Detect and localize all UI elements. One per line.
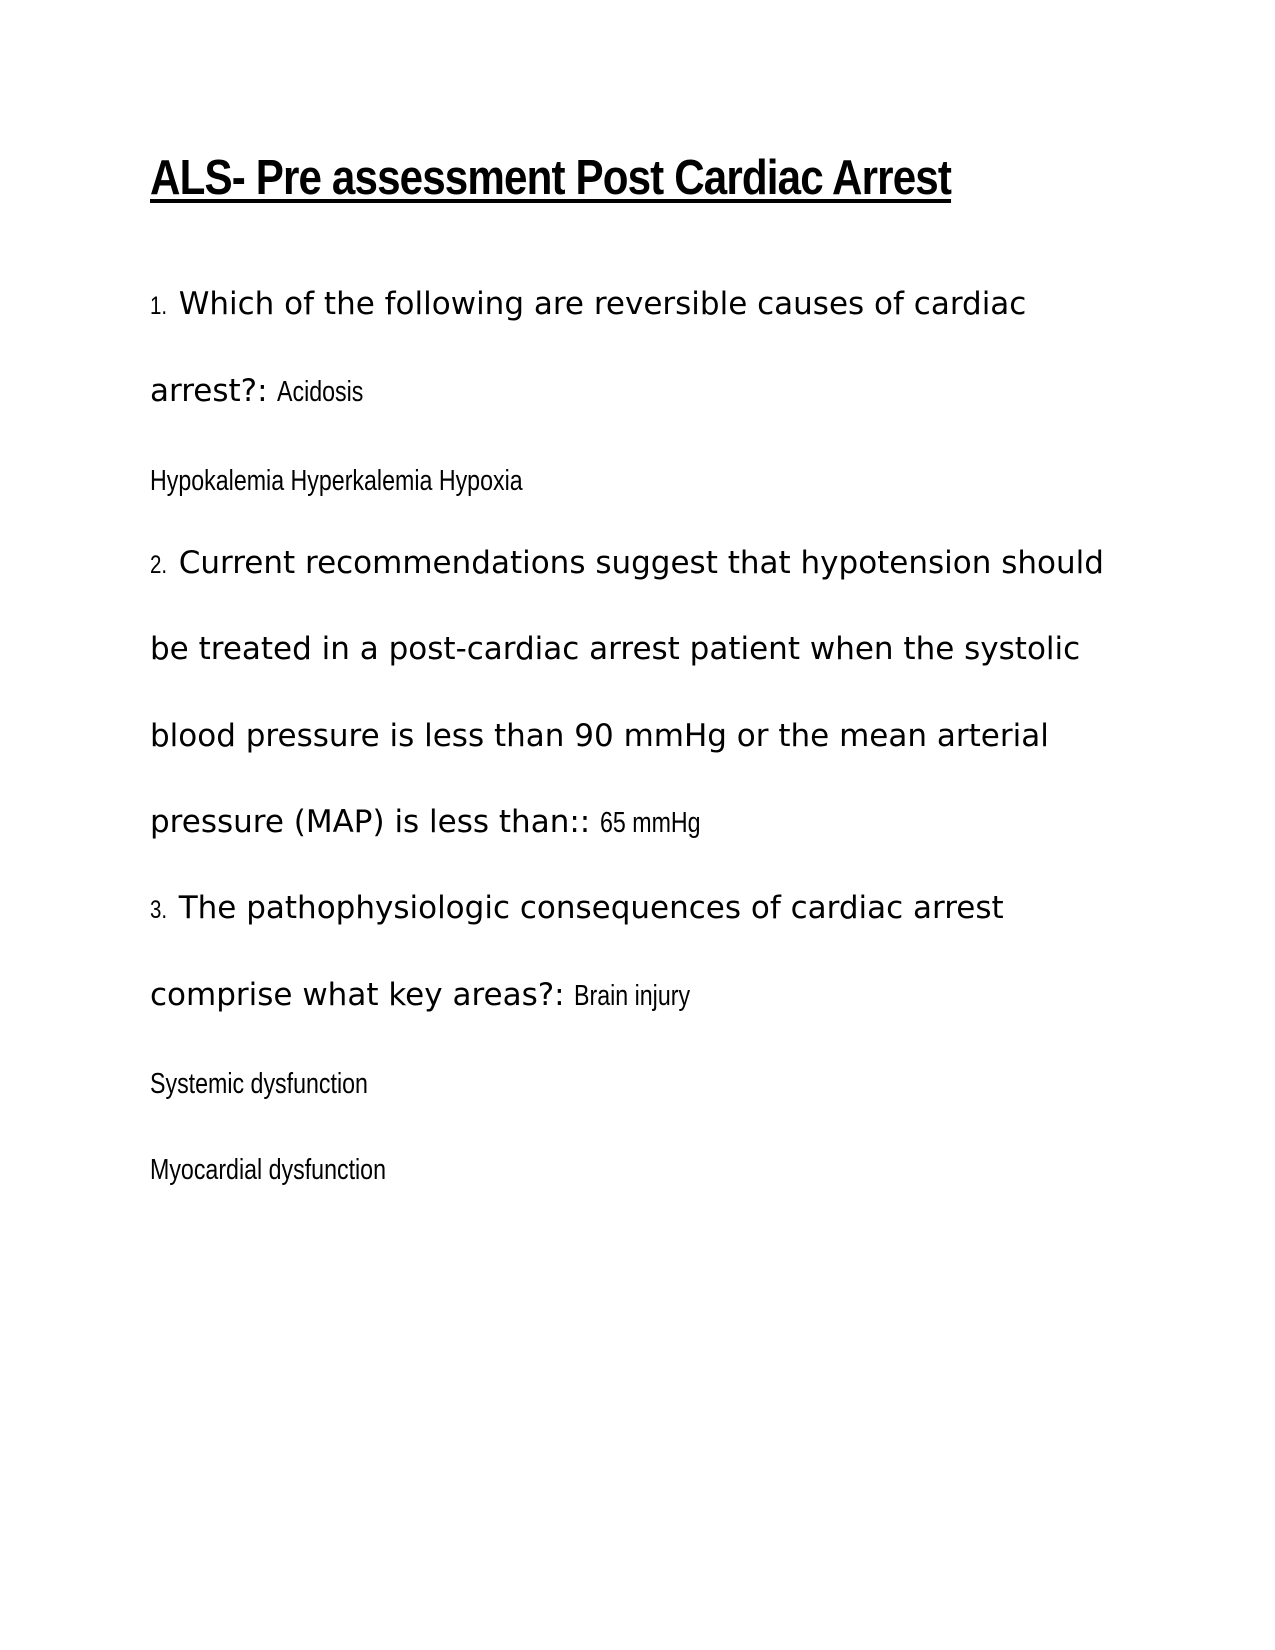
question-text: The pathophysiologic consequences of cardiac arrest xyxy=(178,890,1004,926)
question-text: Which of the following are reversible causes of cardiac xyxy=(178,286,1027,322)
answer-line: Systemic dysfunction xyxy=(150,1068,368,1100)
question-text: comprise what key areas?: xyxy=(150,977,565,1013)
answer-line: Hypokalemia Hyperkalemia Hypoxia xyxy=(150,465,523,497)
answer-text: Acidosis xyxy=(277,376,364,408)
question-3-line-1 xyxy=(150,886,1004,932)
question-number: 1. xyxy=(150,292,168,320)
question-number: 2. xyxy=(150,551,168,579)
question-2-line-4 xyxy=(150,800,726,845)
question-text: pressure (MAP) is less than:: xyxy=(150,804,591,840)
question-2-line-3 xyxy=(150,714,1049,758)
question-3-line-2 xyxy=(150,973,720,1018)
question-1-line-1 xyxy=(150,282,1026,328)
answer-text: Brain injury xyxy=(574,980,691,1012)
question-2-line-1 xyxy=(150,541,1104,587)
question-text: blood pressure is less than 90 mmHg or the mean arterial xyxy=(150,718,1049,754)
question-2-line-2 xyxy=(150,627,1080,671)
document-title: ALS- Pre assessment Post Cardiac Arrest xyxy=(150,151,952,205)
question-1-line-2 xyxy=(150,369,385,414)
question-text: Current recommendations suggest that hypotension should xyxy=(178,545,1104,581)
answer-line: Myocardial dysfunction xyxy=(150,1154,386,1186)
question-text: be treated in a post-cardiac arrest patient when the systolic xyxy=(150,631,1081,667)
question-text: arrest?: xyxy=(150,373,268,409)
question-number: 3. xyxy=(150,896,168,924)
answer-text: 65 mmHg xyxy=(600,807,701,839)
